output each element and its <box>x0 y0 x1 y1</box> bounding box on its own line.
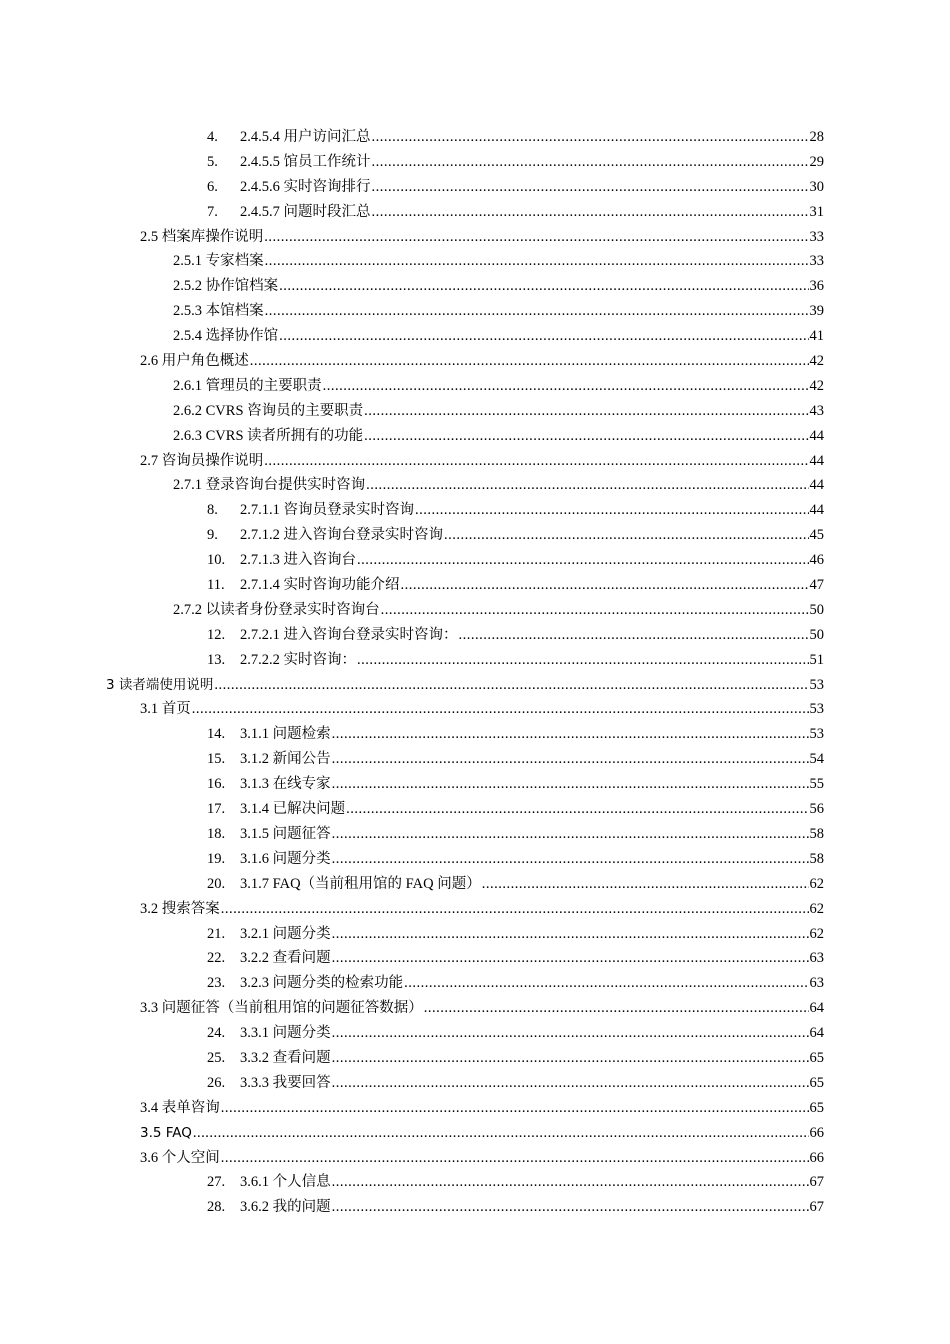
toc-entry-title: 2.4.5.5 馆员工作统计 <box>240 153 371 170</box>
toc-entry-title: 3.1.7 FAQ（当前租用馆的 FAQ 问题） <box>240 875 481 892</box>
toc-entry-page: 44 <box>809 477 824 494</box>
toc-entry[interactable] <box>0 747 950 772</box>
toc-entry[interactable] <box>0 299 950 324</box>
toc-entry-line <box>240 847 824 872</box>
toc-entry-title: 3.1.6 问题分类 <box>240 850 331 867</box>
toc-entry-title: 3.1.5 问题征答 <box>240 825 331 842</box>
toc-entry-line <box>240 1071 824 1096</box>
toc-entry-line <box>240 1021 824 1046</box>
toc-dot-leader <box>346 797 808 822</box>
toc-entry-line <box>173 399 824 424</box>
toc-entry-page: 50 <box>809 626 824 643</box>
toc-entry-line <box>240 648 824 673</box>
toc-entry-page: 67 <box>809 1199 824 1216</box>
toc-entry[interactable] <box>0 424 950 449</box>
toc-dot-leader <box>459 623 809 648</box>
toc-entry-title: 3.1.3 在线专家 <box>240 776 331 793</box>
toc-entry-line <box>240 125 824 150</box>
toc-entry-title: 2.7.2.2 实时咨询： <box>240 651 356 668</box>
toc-entry-line <box>240 946 824 971</box>
toc-entry[interactable] <box>0 175 950 200</box>
toc-entry[interactable] <box>0 349 950 374</box>
toc-entry[interactable] <box>0 249 950 274</box>
toc-entry-page: 42 <box>809 353 824 370</box>
toc-entry-line <box>140 697 824 722</box>
toc-entry-page: 28 <box>809 129 824 145</box>
toc-entry-line <box>173 274 824 299</box>
toc-entry[interactable] <box>0 722 950 747</box>
toc-dot-leader <box>332 1170 809 1195</box>
toc-entry-line <box>240 523 824 548</box>
toc-entry-page: 53 <box>809 701 824 718</box>
toc-dot-leader <box>193 1121 809 1146</box>
toc-entry-number: 21. <box>207 925 226 942</box>
toc-entry-line <box>240 747 824 772</box>
toc-entry-number: 28. <box>207 1199 226 1216</box>
toc-entry-page: 62 <box>809 875 824 892</box>
toc-dot-leader <box>214 673 808 698</box>
toc-entry[interactable] <box>0 1121 950 1146</box>
toc-entry-title: 3.4 表单咨询 <box>140 1099 220 1116</box>
toc-dot-leader <box>332 772 809 797</box>
toc-entry-line <box>173 424 824 449</box>
toc-entry-page: 36 <box>809 278 824 295</box>
toc-entry[interactable] <box>0 150 950 175</box>
toc-entry-page: 33 <box>809 228 824 245</box>
toc-entry-line <box>240 623 824 648</box>
toc-dot-leader <box>332 722 809 747</box>
toc-entry-line <box>140 1096 824 1121</box>
toc-dot-leader <box>444 523 809 548</box>
toc-entry-title: 2.5.4 选择协作馆 <box>173 328 279 345</box>
toc-entry-page: 44 <box>809 502 824 519</box>
toc-entry-number: 26. <box>207 1074 226 1091</box>
toc-entry-page: 29 <box>809 153 824 170</box>
toc-entry-line <box>140 349 824 374</box>
toc-entry-number: 25. <box>207 1049 226 1066</box>
toc-dot-leader <box>332 822 809 847</box>
toc-entry[interactable] <box>0 946 950 971</box>
toc-entry-line <box>240 971 824 996</box>
toc-entry-page: 33 <box>809 253 824 270</box>
toc-dot-leader <box>264 449 808 474</box>
toc-dot-leader <box>366 473 808 498</box>
toc-entry-title: 3 读者端使用说明 <box>106 676 214 693</box>
toc-dot-leader <box>279 324 808 349</box>
toc-entry[interactable] <box>0 623 950 648</box>
toc-entry-line <box>240 797 824 822</box>
toc-entry-title: 2.6.2 CVRS 咨询员的主要职责 <box>173 402 364 419</box>
toc-dot-leader <box>264 225 808 250</box>
toc-entry-page: 66 <box>809 1124 824 1141</box>
toc-entry-line <box>140 1146 824 1171</box>
toc-entry-page: 44 <box>809 452 824 469</box>
toc-entry-line <box>173 299 824 324</box>
toc-entry-title: 3.2 搜索答案 <box>140 900 220 917</box>
toc-dot-leader <box>372 150 809 175</box>
toc-entry-page: 53 <box>809 726 824 743</box>
toc-entry-number: 8. <box>207 502 218 519</box>
toc-entry-title: 2.7.1.1 咨询员登录实时咨询 <box>240 502 414 519</box>
toc-entry-number: 7. <box>207 203 218 220</box>
toc-entry-page: 55 <box>809 776 824 793</box>
toc-entry-number: 19. <box>207 850 226 867</box>
toc-entry-title: 2.4.5.7 问题时段汇总 <box>240 203 371 220</box>
toc-entry-number: 12. <box>207 626 226 643</box>
toc-entry[interactable] <box>0 498 950 523</box>
toc-entry-line <box>240 1046 824 1071</box>
toc-entry-title: 2.5.2 协作馆档案 <box>173 278 279 295</box>
toc-entry[interactable] <box>0 772 950 797</box>
toc-entry[interactable] <box>0 971 950 996</box>
toc-entry-line <box>240 498 824 523</box>
toc-entry[interactable] <box>0 473 950 498</box>
toc-entry-page: 44 <box>809 427 824 444</box>
toc-entry-page: 64 <box>809 1000 824 1017</box>
toc-dot-leader <box>332 1071 809 1096</box>
toc-entry-page: 31 <box>809 203 824 220</box>
toc-dot-leader <box>332 1195 809 1220</box>
toc-dot-leader <box>250 349 809 374</box>
toc-entry-title: 2.5.3 本馆档案 <box>173 303 264 320</box>
toc-entry-title: 2.4.5.6 实时咨询排行 <box>240 178 371 195</box>
toc-entry-number: 6. <box>207 178 218 195</box>
toc-entry-line <box>240 175 824 200</box>
toc-dot-leader <box>404 971 808 996</box>
toc-dot-leader <box>357 648 809 673</box>
toc-entry-page: 53 <box>809 676 824 693</box>
toc-entry-title: 2.7.1.3 进入咨询台 <box>240 552 356 569</box>
toc-dot-leader <box>415 498 809 523</box>
toc-entry[interactable] <box>0 573 950 598</box>
toc-entry-number: 10. <box>207 552 226 569</box>
toc-entry-title: 3.2.2 查看问题 <box>240 950 331 967</box>
toc-entry-line <box>240 772 824 797</box>
toc-entry[interactable] <box>0 374 950 399</box>
toc-entry[interactable] <box>0 200 950 225</box>
toc-entry-title: 3.2.1 问题分类 <box>240 925 331 942</box>
toc-dot-leader <box>381 598 809 623</box>
toc-entry-line <box>240 200 824 225</box>
toc-entry-number: 13. <box>207 651 226 668</box>
toc-entry-line <box>173 473 824 498</box>
toc-entry-line <box>140 996 824 1021</box>
toc-entry-page: 50 <box>809 601 824 618</box>
toc-entry-page: 58 <box>809 850 824 867</box>
toc-dot-leader <box>221 1096 809 1121</box>
toc-entry[interactable] <box>0 872 950 897</box>
toc-entry[interactable] <box>0 648 950 673</box>
toc-entry-line <box>240 573 824 598</box>
toc-entry-page: 39 <box>809 303 824 320</box>
toc-entry[interactable] <box>0 225 950 250</box>
toc-entry-line <box>240 1170 824 1195</box>
toc-entry[interactable] <box>0 897 950 922</box>
toc-entry-number: 22. <box>207 950 226 967</box>
toc-entry-page: 41 <box>809 328 824 345</box>
toc-entry-title: 3.1.4 已解决问题 <box>240 801 346 818</box>
toc-entry-number: 23. <box>207 975 226 992</box>
toc-entry-title: 3.3 问题征答（当前租用馆的问题征答数据） <box>140 1000 423 1017</box>
toc-entry-line <box>173 249 824 274</box>
toc-entry[interactable] <box>0 673 950 698</box>
toc-dot-leader <box>221 1146 809 1171</box>
toc-dot-leader <box>357 548 809 573</box>
toc-dot-leader <box>332 1046 809 1071</box>
toc-entry-title: 3.6.1 个人信息 <box>240 1174 331 1191</box>
toc-entry-title: 2.6.1 管理员的主要职责 <box>173 377 322 394</box>
toc-dot-leader <box>332 747 809 772</box>
toc-entry-number: 14. <box>207 726 226 743</box>
toc-entry-line <box>140 1121 824 1146</box>
toc-entry-page: 58 <box>809 825 824 842</box>
toc-entry[interactable] <box>0 548 950 573</box>
toc-entry[interactable] <box>0 847 950 872</box>
toc-entry[interactable] <box>0 1046 950 1071</box>
toc-entry-title: 2.5 档案库操作说明 <box>140 228 264 245</box>
toc-entry-line <box>240 872 824 897</box>
toc-entry[interactable] <box>0 274 950 299</box>
toc-entry-number: 16. <box>207 776 226 793</box>
toc-entry[interactable] <box>0 697 950 722</box>
toc-entry[interactable] <box>0 1170 950 1195</box>
toc-dot-leader <box>401 573 809 598</box>
toc-dot-leader <box>482 872 809 897</box>
toc-dot-leader <box>364 424 808 449</box>
toc-entry-number: 20. <box>207 875 226 892</box>
toc-entry-title: 3.1.2 新闻公告 <box>240 751 331 768</box>
toc-entry-number: 27. <box>207 1174 226 1191</box>
toc-entry-title: 2.7.2 以读者身份登录实时咨询台 <box>173 601 380 618</box>
toc-dot-leader <box>323 374 809 399</box>
toc-dot-leader <box>279 274 808 299</box>
toc-dot-leader <box>424 996 809 1021</box>
toc-entry-title: 2.7.1.2 进入咨询台登录实时咨询 <box>240 527 443 544</box>
toc-entry-line <box>240 722 824 747</box>
toc-entry-page: 45 <box>809 527 824 544</box>
toc-entry-line <box>240 150 824 175</box>
toc-entry[interactable] <box>0 1021 950 1046</box>
toc-entry-line <box>140 449 824 474</box>
toc-dot-leader <box>372 200 809 225</box>
toc-entry-number: 4. <box>207 129 218 145</box>
toc-entry[interactable] <box>0 1071 950 1096</box>
toc-entry-page: 56 <box>809 801 824 818</box>
toc-entry[interactable] <box>0 996 950 1021</box>
toc-entry-title: 3.5 FAQ <box>140 1124 192 1141</box>
toc-entry-line <box>106 673 824 698</box>
toc-entry-title: 3.3.2 查看问题 <box>240 1049 331 1066</box>
toc-entry-line <box>140 225 824 250</box>
toc-entry-line <box>173 598 824 623</box>
toc-entry-line <box>173 324 824 349</box>
toc-entry-page: 65 <box>809 1099 824 1116</box>
toc-entry-title: 2.6 用户角色概述 <box>140 353 249 370</box>
toc-entry[interactable] <box>0 324 950 349</box>
toc-entry-line <box>140 897 824 922</box>
toc-entry[interactable] <box>0 1096 950 1121</box>
toc-entry[interactable] <box>0 449 950 474</box>
toc-entry-page: 42 <box>809 377 824 394</box>
toc-entry-title: 2.7.2.1 进入咨询台登录实时咨询： <box>240 626 458 643</box>
toc-entry[interactable] <box>0 125 950 150</box>
toc-entry-number: 18. <box>207 825 226 842</box>
toc-entry-page: 43 <box>809 402 824 419</box>
toc-entry-title: 3.6.2 我的问题 <box>240 1199 331 1216</box>
toc-entry[interactable] <box>0 523 950 548</box>
toc-entry-page: 62 <box>809 925 824 942</box>
toc-entry-page: 51 <box>809 651 824 668</box>
toc-entry[interactable] <box>0 1146 950 1171</box>
toc-entry-page: 54 <box>809 751 824 768</box>
toc-entry[interactable] <box>0 598 950 623</box>
toc-dot-leader <box>364 399 808 424</box>
toc-entry-page: 47 <box>809 577 824 594</box>
toc-entry-page: 64 <box>809 1025 824 1042</box>
toc-dot-leader <box>192 697 809 722</box>
toc-entry[interactable] <box>0 1195 950 1220</box>
toc-entry-line <box>240 822 824 847</box>
toc-entry-title: 3.6 个人空间 <box>140 1149 220 1166</box>
toc-entry-title: 2.5.1 专家档案 <box>173 253 264 270</box>
toc-entry-title: 2.7.1.4 实时咨询功能介绍 <box>240 577 400 594</box>
toc-dot-leader <box>265 249 809 274</box>
toc-dot-leader <box>372 125 809 150</box>
toc-entry[interactable] <box>0 399 950 424</box>
toc-entry-title: 3.1 首页 <box>140 701 191 718</box>
toc-entry-title: 2.7 咨询员操作说明 <box>140 452 264 469</box>
toc-dot-leader <box>332 847 809 872</box>
toc-entry-title: 2.4.5.4 用户访问汇总 <box>240 129 371 145</box>
toc-dot-leader <box>221 897 809 922</box>
toc-entry-page: 65 <box>809 1049 824 1066</box>
toc-entry-page: 46 <box>809 552 824 569</box>
toc-dot-leader <box>372 175 809 200</box>
toc-entry-title: 3.3.3 我要回答 <box>240 1074 331 1091</box>
toc-entry-page: 30 <box>809 178 824 195</box>
toc-entry-line <box>240 548 824 573</box>
toc-entry-number: 24. <box>207 1025 226 1042</box>
toc-entry-number: 5. <box>207 153 218 170</box>
toc-entry-title: 3.2.3 问题分类的检索功能 <box>240 975 404 992</box>
toc-entry-page: 63 <box>809 975 824 992</box>
toc-entry-title: 2.7.1 登录咨询台提供实时咨询 <box>173 477 366 494</box>
toc-entry-page: 67 <box>809 1174 824 1191</box>
toc-dot-leader <box>265 299 809 324</box>
toc-entry-title: 2.6.3 CVRS 读者所拥有的功能 <box>173 427 364 444</box>
toc-entry-title: 3.3.1 问题分类 <box>240 1025 331 1042</box>
toc-entry[interactable] <box>0 922 950 947</box>
toc-entry-number: 17. <box>207 801 226 818</box>
toc-entry-title: 3.1.1 问题检索 <box>240 726 331 743</box>
toc-entry-number: 9. <box>207 527 218 544</box>
toc-dot-leader <box>332 922 809 947</box>
toc-entry-line <box>173 374 824 399</box>
toc-dot-leader <box>332 946 809 971</box>
toc-entry-page: 65 <box>809 1074 824 1091</box>
toc-dot-leader <box>332 1021 809 1046</box>
table-of-contents <box>0 125 950 1220</box>
toc-entry-line <box>240 1195 824 1220</box>
toc-entry-number: 11. <box>207 577 225 594</box>
toc-entry-page: 62 <box>809 900 824 917</box>
toc-entry[interactable] <box>0 797 950 822</box>
toc-entry-line <box>240 922 824 947</box>
toc-entry[interactable] <box>0 822 950 847</box>
toc-entry-page: 63 <box>809 950 824 967</box>
toc-entry-page: 66 <box>809 1149 824 1166</box>
toc-entry-number: 15. <box>207 751 226 768</box>
